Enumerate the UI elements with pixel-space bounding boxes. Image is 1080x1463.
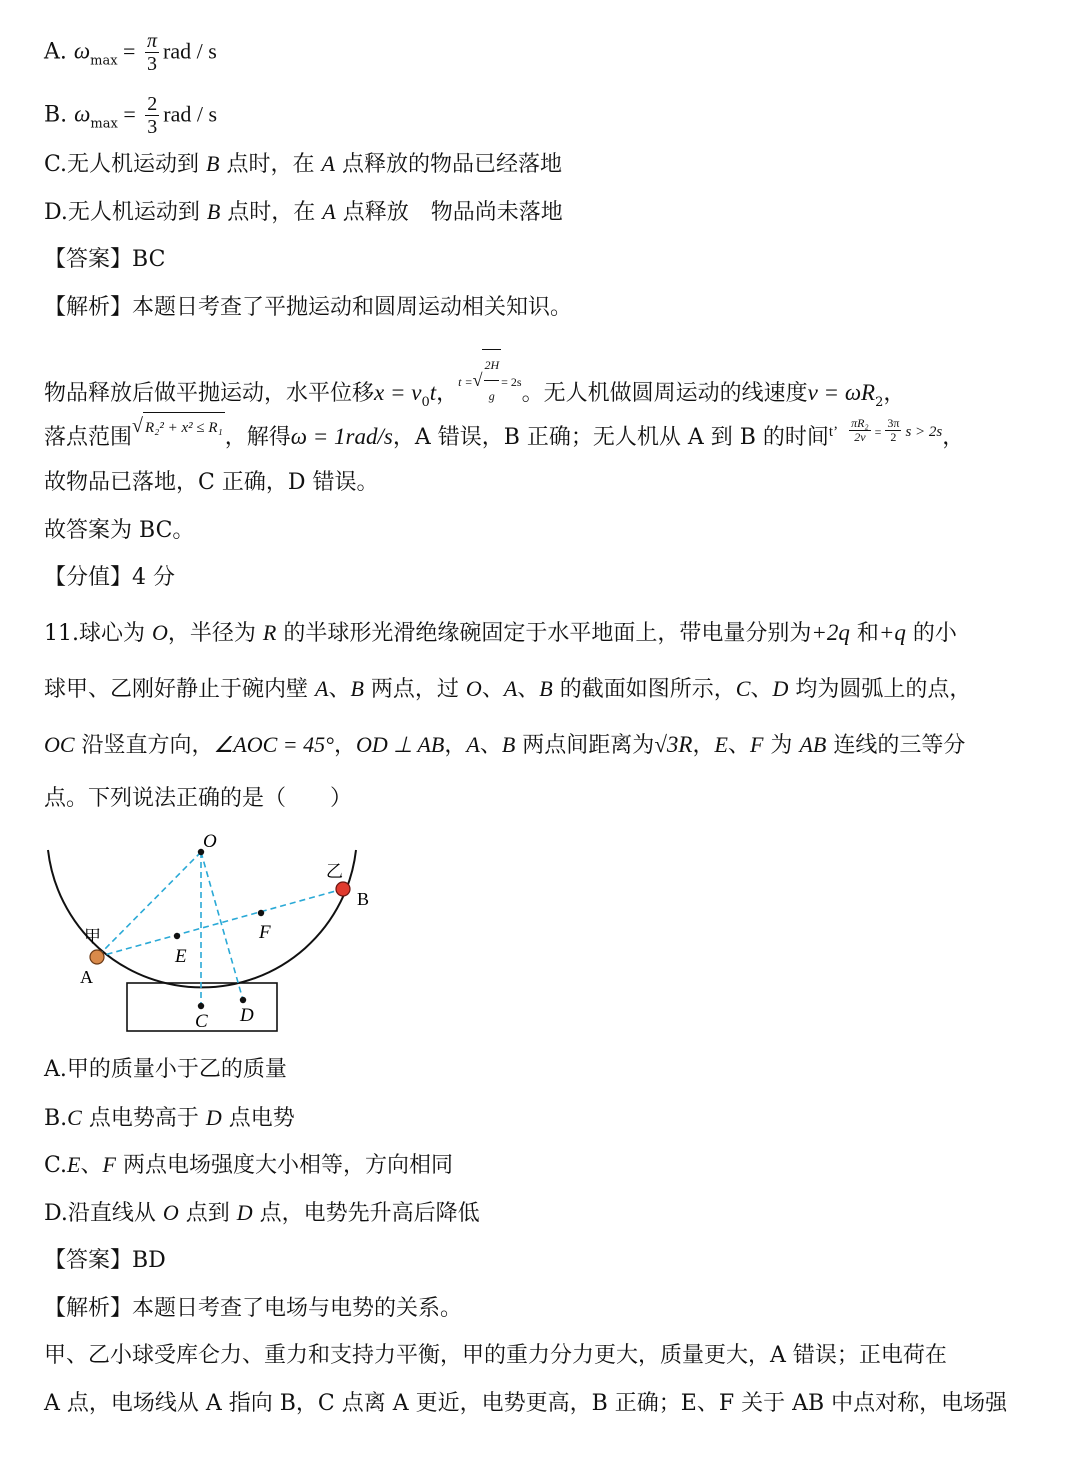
point-E [174, 933, 180, 939]
option-d: D.无人机运动到 B 点时，在 A 点释放 物品尚未落地 [44, 199, 563, 225]
label-F: F [259, 922, 271, 943]
label-B: B [357, 889, 370, 909]
ball-jia [90, 950, 104, 964]
line-OA [97, 852, 201, 957]
analysis-line-3: 故物品已落地，C 正确，D 错误。 [44, 470, 379, 495]
label-jia: 甲 [84, 927, 101, 946]
bowl-figure [40, 825, 380, 1040]
q11-analysis-line-1: 甲、乙小球受库仑力、重力和支持力平衡，甲的重力分力更大，质量更大，A 错误；正电荷在 [44, 1343, 947, 1368]
label-O: O [203, 831, 217, 852]
q11-analysis-line-2: A 点，电场线从 A 指向 B，C 点离 A 更近，电势更高，B 正确；E、F 关于 AB 中点对称，电场强 [44, 1391, 1008, 1416]
q11-option-a: A.甲的质量小于乙的质量 [44, 1057, 287, 1082]
analysis-label: 【解析】本题日考查了平抛运动和圆周运动相关知识。 [44, 295, 573, 320]
question-11-line-4: 点。下列说法正确的是（ ） [44, 786, 353, 811]
analysis-line-2: 落点范围√ R₂² + x² ≤ R₁，解得ω = 1rad/s，A 错误，B 正确；无人机从 A 到 B 的时间t’ $\frac{\text{πR₂}}{2v}$ = $\frac{3\pi}{2}$ s > 2s， [44, 422, 964, 455]
option-b: B. $\omega_{max}$ = $\frac{2}{3}$ rad / s [44, 93, 218, 138]
q11-option-d: D.沿直线从 O 点到 D 点，电势先升高后降低 [44, 1200, 480, 1226]
score-label: 【分值】4 分 [44, 565, 175, 590]
point-D [240, 997, 246, 1003]
analysis-line-1: 物品释放后做平抛运动，水平位移$x = v_0t$，t =√ $\frac{2H}{g}$ = 2s。无人机做圆周运动的线速度$v = \omega R_2$， [44, 363, 905, 425]
label-C: C [195, 1011, 208, 1032]
point-F [258, 910, 264, 916]
label-yi: 乙 [326, 862, 343, 881]
question-11-line-1: 11.球心为 O，半径为 R 的半球形光滑绝缘碗固定于水平地面上，带电量分别为+2q 和+q 的小 [44, 620, 957, 646]
option-c: C.无人机运动到 B 点时，在 A 点释放的物品已经落地 [44, 151, 562, 177]
label-E: E [175, 946, 187, 967]
fraction: $\frac{\pi}{3}$ [146, 30, 157, 75]
q11-option-c: C.E、F 两点电场强度大小相等，方向相同 [44, 1152, 453, 1178]
label-A: A [80, 967, 93, 987]
point-C [198, 1003, 204, 1009]
q11-answer-label: 【答案】BD [44, 1248, 166, 1273]
analysis-line-4: 故答案为 BC。 [44, 518, 195, 543]
option-a: A. $\omega_{max}$ = $\frac{\pi}{3}$ rad / s [44, 30, 217, 75]
question-11-line-3: OC 沿竖直方向，∠AOC = 45°，OD ⊥ AB，A、B 两点间距离为√3R，E、F 为 AB 连线的三等分 [44, 732, 966, 758]
question-11-line-2: 球甲、乙刚好静止于碗内壁 A、B 两点，过 O、A、B 的截面如图所示，C、D 均为圆弧上的点， [44, 676, 972, 702]
fraction: $\frac{2}{3}$ [147, 93, 158, 138]
label-D: D [240, 1005, 254, 1026]
q11-option-b: B.C 点电势高于 D 点电势 [44, 1105, 295, 1131]
answer-label: 【答案】BC [44, 247, 166, 272]
ball-yi [336, 882, 350, 896]
bowl-arc [48, 850, 356, 987]
q11-analysis-label: 【解析】本题日考查了电场与电势的关系。 [44, 1296, 463, 1321]
